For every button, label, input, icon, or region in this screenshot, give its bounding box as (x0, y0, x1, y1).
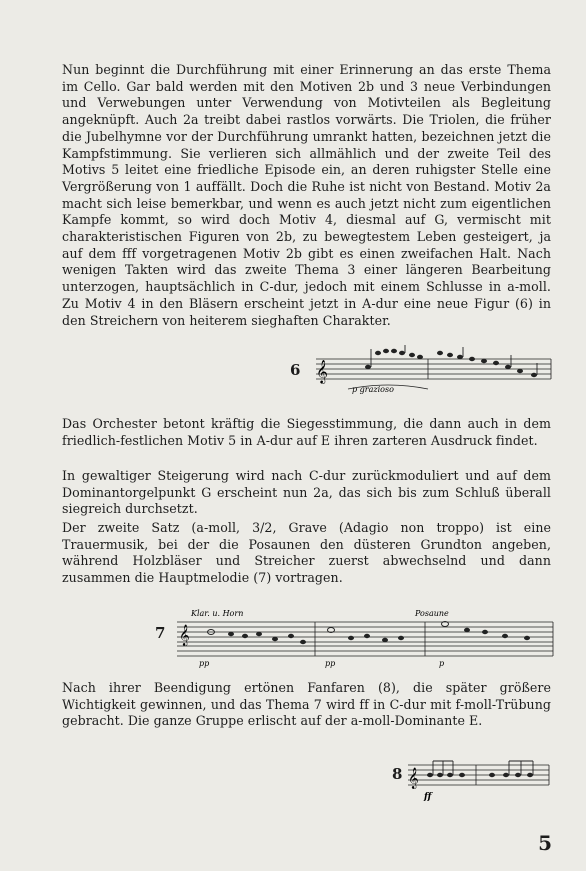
example-number: 7 (155, 624, 166, 642)
music-staff-icon (406, 755, 551, 805)
paragraph-modulation: In gewaltiger Steigerung wird nach C-dur zurückmoduliert und auf dem Dominantorgelpunkt G erscheint nun 2a, das sich bis zum Schluß überall siegreich durchsetzt. (62, 468, 551, 517)
svg-text:𝄞: 𝄞 (179, 625, 190, 646)
dynamic-marking: p grazioso (352, 385, 394, 394)
music-example-7 (155, 606, 555, 670)
instrument-label: Klar. u. Horn (191, 609, 244, 618)
dynamic-marking: p (439, 659, 445, 668)
music-staff-icon (308, 345, 553, 395)
example-number: 6 (290, 361, 301, 379)
dynamic-marking: pp (325, 659, 336, 668)
paragraph-second-movement: Der zweite Satz (a-moll, 3/2, Grave (Adagio non troppo) ist eine Trauermusik, bei der die Posaunen den düsteren Grundton angeben, während Holzbläser und Streicher zuerst abwechselnd und dann zusammen die Hauptmelodie (7) vortragen. (62, 520, 551, 586)
instrument-label: Posaune (415, 609, 449, 618)
music-example-6 (290, 345, 555, 395)
paragraph-development: Nun beginnt die Durchführung mit einer Erinnerung an das erste Thema im Cello. Gar bald werden mit den Motiven 2b und 3 neue Verbindungen und Verwebungen unter Verwendung von Motivteilen als Begleitung angeknüpft. Auch 2a treibt dabei rastlos vorwärts. Die Triolen, die früher die Jubelhymne vor der Durchführung umrankt hatten, bezeichnen jetzt die Kampfstimmung. Sie verlieren sich allmählich und der zweite Teil des Motivs 5 leitet eine friedliche Episode ein, an deren ruhigster Stelle eine Vergrößerung von 1 auffällt. Doch die Ruhe ist nicht von Bestand. Motiv 2a macht sich leise bemerkbar, und wenn es auch jetzt nicht zum eigentlichen Kampfe kommt, so wird doch Motiv 4, diesmal auf G, vermischt mit charakteristischen Figuren von 2b, zu bewegtestem Leben gesteigert, ja auf dem fff vorgetragenen Motiv 2b gibt es einen zweifachen Halt. Nach wenigen Takten wird das zweite Thema 3 einer längeren Bearbeitung unterzogen, hauptsächlich in C-dur, jedoch mit einem Schlusse in a-moll. Zu Motiv 4 in den Bläsern erscheint jetzt in A-dur eine neue Figur (6) in den Streichern von heiterem sieghaften Charakter. (62, 62, 551, 328)
page-number: 5 (538, 831, 552, 855)
paragraph-victory: Das Orchester betont kräftig die Siegesstimmung, die dann auch in dem friedlich-festlichen Motiv 5 in A-dur auf E ihren zarteren Ausdruck findet. (62, 416, 551, 448)
music-staff-icon (175, 606, 555, 670)
dynamic-marking: pp (199, 659, 210, 668)
dynamic-marking: ff (424, 792, 432, 802)
music-example-8 (392, 755, 552, 805)
example-number: 8 (392, 765, 403, 783)
svg-text:𝄞: 𝄞 (408, 768, 419, 789)
paragraph-fanfares: Nach ihrer Beendigung ertönen Fanfaren (8), die später größere Wichtigkeit gewinnen, und das Thema 7 wird ff in C-dur mit f-moll-Trübung gebracht. Die ganze Gruppe erlischt auf der a-moll-Dominante E. (62, 680, 551, 729)
svg-text:𝄞: 𝄞 (316, 359, 328, 383)
